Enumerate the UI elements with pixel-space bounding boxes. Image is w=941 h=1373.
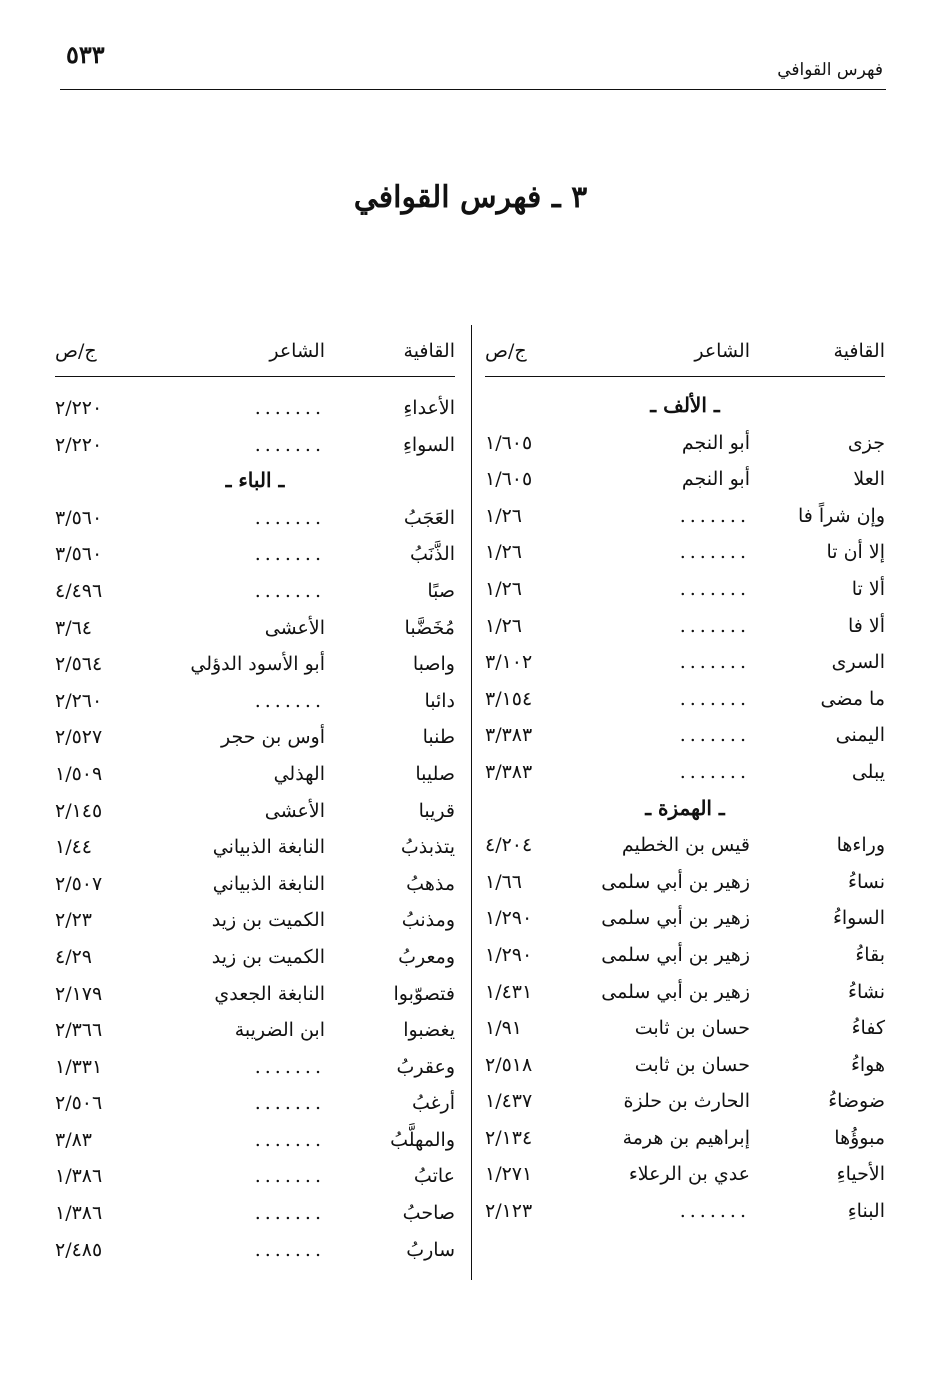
index-row	[55, 1013, 455, 1050]
poet-cell: زهير بن أبي سلمى	[601, 980, 750, 1003]
index-row	[55, 940, 455, 977]
reference-cell: ١/٢٦	[485, 504, 523, 527]
index-row	[485, 499, 885, 536]
poet-cell: .......	[254, 689, 325, 712]
reference-cell: ٢/١٧٩	[55, 982, 103, 1005]
index-row	[55, 830, 455, 867]
poet-cell: حسان بن ثابت	[634, 1017, 750, 1040]
poet-cell: .......	[679, 687, 750, 710]
index-row	[485, 1121, 885, 1158]
reference-cell: ١/٦٠٥	[485, 431, 533, 454]
poet-cell: .......	[679, 760, 750, 783]
poet-cell: قيس بن الخطيم	[621, 834, 750, 857]
index-row	[55, 391, 455, 428]
index-row	[485, 938, 885, 975]
index-row	[55, 720, 455, 757]
poet-cell: .......	[679, 724, 750, 747]
rhyme-cell: الأعداءِ	[403, 397, 455, 419]
index-row	[485, 426, 885, 463]
rhyme-cell: يغضبوا	[403, 1019, 455, 1042]
index-row	[55, 794, 455, 831]
left-column-header	[55, 340, 455, 377]
rhyme-cell: مذهبُ	[406, 872, 455, 895]
index-row	[55, 757, 455, 794]
poet-cell: .......	[254, 1202, 325, 1225]
index-row	[55, 867, 455, 904]
poet-cell: .......	[254, 1128, 325, 1151]
index-row	[55, 1159, 455, 1196]
reference-cell: ٣/٣٨٣	[485, 724, 533, 747]
index-row	[485, 462, 885, 499]
reference-cell: ٢/٥٠٧	[55, 872, 103, 895]
poet-cell: الكميت بن زيد	[211, 945, 325, 968]
index-row	[55, 611, 455, 648]
reference-cell: ١/٤٣٧	[485, 1090, 533, 1113]
rhyme-cell: البناءِ	[847, 1200, 885, 1223]
poet-cell: .......	[679, 577, 750, 600]
poet-cell: أبو الأسود الدؤلي	[190, 653, 325, 676]
rhyme-cell: ضوضاءُ	[828, 1090, 885, 1113]
reference-cell: ٢/٢٢٠	[55, 397, 103, 419]
rhyme-cell: هواءُ	[850, 1053, 885, 1076]
poet-cell: زهير بن أبي سلمى	[601, 907, 750, 930]
rhyme-cell: العَجَبُ	[403, 506, 455, 529]
reference-cell: ٣/١٠٢	[485, 651, 533, 674]
index-row	[485, 901, 885, 938]
rhyme-cell: واصبا	[412, 653, 455, 676]
reference-cell: ٢/١٣٤	[485, 1126, 533, 1149]
reference-cell: ٢/٢٢٠	[55, 433, 103, 456]
poet-cell: الأعشى	[264, 616, 325, 639]
reference-cell: ١/٢٦	[485, 614, 523, 637]
page-number: ٥٣٣	[66, 40, 105, 69]
page-title: ٣ ـ فهرس القوافي	[353, 180, 588, 215]
rhyme-cell: نشاءُ	[848, 980, 885, 1003]
reference-cell: ١/٢٧١	[485, 1163, 533, 1186]
right-column	[485, 340, 885, 1231]
header-rhyme: القافية	[403, 340, 455, 362]
rhyme-cell: ساربُ	[406, 1238, 455, 1261]
rhyme-cell: كفاءُ	[851, 1017, 885, 1040]
rhyme-cell: إلا أن تا	[826, 541, 885, 564]
reference-cell: ٢/٥٦٤	[55, 653, 103, 676]
poet-cell: .......	[679, 1200, 750, 1223]
poet-cell: عدي بن الرعلاء	[628, 1163, 750, 1186]
rhyme-cell: مُخَضَّبا	[404, 616, 455, 639]
poet-cell: أوس بن حجر	[221, 726, 325, 749]
header-poet: الشاعر	[694, 340, 750, 362]
index-row	[55, 1233, 455, 1270]
index-row	[485, 1194, 885, 1231]
rhyme-cell: ومذنبُ	[401, 909, 455, 932]
poet-cell: حسان بن ثابت	[634, 1053, 750, 1076]
rhyme-cell: ما مضى	[820, 687, 885, 710]
reference-cell: ٤/٢٠٤	[485, 834, 533, 857]
reference-cell: ٣/٥٦٠	[55, 543, 103, 566]
poet-cell: الأعشى	[264, 799, 325, 822]
reference-cell: ١/٤٤	[55, 836, 93, 859]
rhyme-cell: نساءُ	[848, 870, 885, 893]
reference-cell: ٢/٥٢٧	[55, 726, 103, 749]
index-row	[485, 975, 885, 1012]
header-ref: ج/ص	[55, 340, 97, 362]
poet-cell: .......	[679, 651, 750, 674]
index-row	[55, 501, 455, 538]
poet-cell: الحارث بن حلزة	[623, 1090, 750, 1113]
poet-cell: النابغة الذبياني	[212, 872, 325, 895]
header-ref: ج/ص	[485, 340, 527, 362]
section-heading-text: ـ الهمزة ـ	[645, 795, 725, 820]
section-heading	[485, 389, 885, 426]
rhyme-cell: يتذبذبُ	[400, 836, 455, 859]
rhyme-cell: بقاءُ	[855, 943, 885, 966]
rhyme-cell: اليمنى	[835, 724, 885, 747]
poet-cell: زهير بن أبي سلمى	[601, 943, 750, 966]
reference-cell: ٢/٥١٨	[485, 1053, 533, 1076]
index-row	[485, 1084, 885, 1121]
reference-cell: ٣/٨٣	[55, 1128, 93, 1151]
index-row	[485, 828, 885, 865]
rhyme-cell: والمهلَّبُ	[390, 1128, 455, 1151]
reference-cell: ١/٩١	[485, 1017, 523, 1040]
reference-cell: ٤/٢٩	[55, 945, 93, 968]
reference-cell: ٢/٤٨٥	[55, 1238, 103, 1261]
index-row	[485, 1048, 885, 1085]
poet-cell: .......	[254, 579, 325, 602]
section-heading	[485, 792, 885, 829]
rhyme-cell: الذَّنَبُ	[410, 543, 455, 566]
index-row	[485, 572, 885, 609]
poet-cell: .......	[254, 1165, 325, 1188]
rhyme-cell: ألا فا	[847, 614, 885, 637]
rhyme-cell: ومعربُ	[398, 945, 455, 968]
reference-cell: ٣/٦٤	[55, 616, 93, 639]
poet-cell: .......	[254, 433, 325, 456]
right-column-rows	[485, 389, 885, 1231]
rhyme-cell: وعقربُ	[396, 1055, 455, 1078]
index-row	[485, 718, 885, 755]
rhyme-cell: دائبا	[424, 689, 455, 712]
poet-cell: .......	[254, 1055, 325, 1078]
index-row	[485, 1157, 885, 1194]
poet-cell: .......	[254, 1238, 325, 1261]
header-rhyme: القافية	[833, 340, 885, 362]
reference-cell: ١/٦٠٥	[485, 468, 533, 491]
reference-cell: ٣/٣٨٣	[485, 760, 533, 783]
rhyme-cell: طنبا	[422, 726, 455, 749]
rhyme-cell: صليبا	[415, 762, 455, 785]
reference-cell: ٢/١٢٣	[485, 1200, 533, 1223]
reference-cell: ٢/٢٣	[55, 909, 93, 932]
reference-cell: ٢/١٤٥	[55, 799, 103, 822]
index-row	[485, 682, 885, 719]
index-row	[485, 645, 885, 682]
index-row	[55, 647, 455, 684]
reference-cell: ٣/٥٦٠	[55, 506, 103, 529]
left-column-rows	[55, 391, 455, 1269]
poet-cell: .......	[254, 1092, 325, 1115]
index-row	[55, 1196, 455, 1233]
reference-cell: ١/٢٩٠	[485, 907, 533, 930]
index-row	[55, 1123, 455, 1160]
index-row	[55, 684, 455, 721]
poet-cell: أبو النجم	[681, 431, 750, 454]
index-row	[55, 537, 455, 574]
index-row	[485, 1011, 885, 1048]
reference-cell: ٣/١٥٤	[485, 687, 533, 710]
section-heading	[55, 464, 455, 501]
rhyme-cell: السواءِ	[402, 433, 455, 456]
rhyme-cell: عاتبُ	[413, 1165, 455, 1188]
rhyme-cell: وراءها	[836, 834, 885, 857]
rhyme-cell: صبًا	[427, 579, 455, 602]
reference-cell: ١/٦٦	[485, 870, 523, 893]
poet-cell: النابغة الذبياني	[212, 836, 325, 859]
rhyme-cell: وإن شراً فا	[797, 504, 885, 527]
header-rule	[60, 89, 886, 90]
poet-cell: إبراهيم بن هرمة	[622, 1126, 750, 1149]
index-row	[485, 535, 885, 572]
reference-cell: ١/٢٦	[485, 577, 523, 600]
index-row	[485, 865, 885, 902]
poet-cell: الكميت بن زيد	[211, 909, 325, 932]
left-column	[55, 340, 455, 1269]
poet-cell: ابن الضريبة	[234, 1019, 325, 1042]
reference-cell: ١/٣٣١	[55, 1055, 103, 1078]
poet-cell: زهير بن أبي سلمى	[601, 870, 750, 893]
index-row	[55, 428, 455, 465]
index-row	[55, 1086, 455, 1123]
index-row	[55, 977, 455, 1014]
reference-cell: ١/٢٦	[485, 541, 523, 564]
rhyme-cell: السواءُ	[832, 907, 885, 930]
poet-cell: النابغة الجعدي	[214, 982, 325, 1005]
poet-cell: .......	[679, 541, 750, 564]
rhyme-cell: أرغبُ	[411, 1092, 455, 1115]
poet-cell: .......	[679, 614, 750, 637]
reference-cell: ٢/٣٦٦	[55, 1019, 103, 1042]
poet-cell: أبو النجم	[681, 468, 750, 491]
index-row	[55, 574, 455, 611]
poet-cell: الهذلي	[273, 762, 325, 785]
reference-cell: ١/٤٣١	[485, 980, 533, 1003]
poet-cell: .......	[254, 397, 325, 419]
right-column-header	[485, 340, 885, 377]
rhyme-cell: صاحبُ	[402, 1202, 455, 1225]
section-heading-text: ـ الألف ـ	[650, 393, 720, 417]
index-row	[55, 1050, 455, 1087]
rhyme-cell: العلا	[853, 468, 885, 491]
reference-cell: ١/٣٨٦	[55, 1202, 103, 1225]
reference-cell: ٢/٥٠٦	[55, 1092, 103, 1115]
rhyme-cell: جزى	[847, 431, 885, 454]
header-poet: الشاعر	[269, 340, 325, 362]
rhyme-cell: السرى	[831, 651, 885, 674]
index-row	[485, 755, 885, 792]
rhyme-cell: الأحياءِ	[836, 1163, 885, 1186]
reference-cell: ٢/٢٦٠	[55, 689, 103, 712]
rhyme-cell: ألا تا	[851, 577, 885, 600]
reference-cell: ١/٣٨٦	[55, 1165, 103, 1188]
rhyme-cell: مبوؤُها	[834, 1126, 885, 1149]
index-row	[485, 609, 885, 646]
reference-cell: ١/٢٩٠	[485, 943, 533, 966]
poet-cell: .......	[254, 543, 325, 566]
reference-cell: ١/٥٠٩	[55, 762, 103, 785]
rhyme-cell: قريبا	[418, 799, 455, 822]
rhyme-cell: فتصوّبوا	[393, 982, 455, 1005]
rhyme-cell: يبلى	[851, 760, 885, 783]
poet-cell: .......	[679, 504, 750, 527]
reference-cell: ٤/٤٩٦	[55, 579, 103, 602]
running-header: فهرس القوافي	[777, 60, 883, 80]
column-divider	[471, 325, 472, 1280]
index-row	[55, 903, 455, 940]
section-heading-text: ـ الباء ـ	[225, 468, 285, 493]
poet-cell: .......	[254, 506, 325, 529]
